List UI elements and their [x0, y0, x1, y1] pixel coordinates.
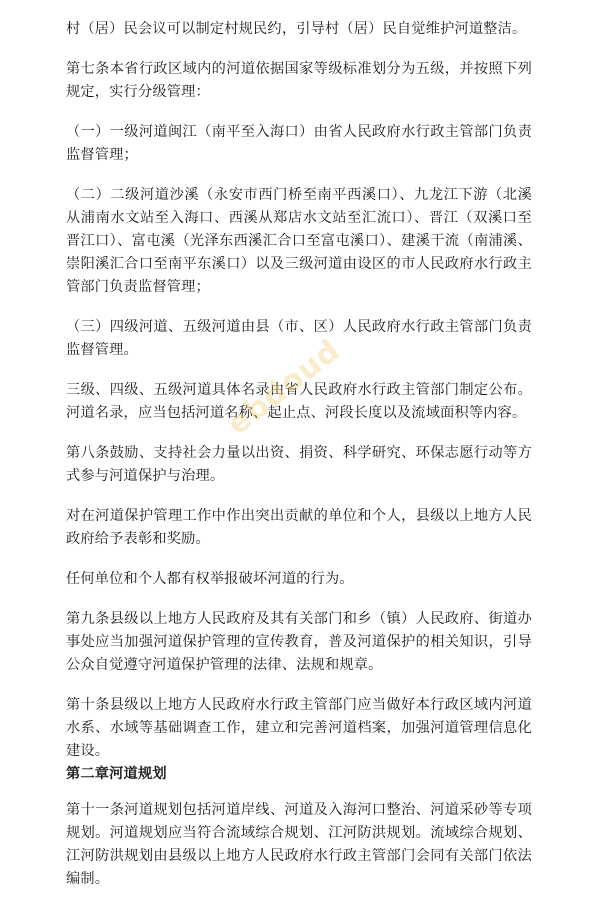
document-body — [66, 18, 532, 908]
paragraph-level-1-river: （一）一级河道闽江（南平至入海口）由省人民政府水行政主管部门负责监督管理； — [66, 124, 532, 163]
paragraph-article-10: 第十条县级以上地方人民政府水行政主管部门应当做好本行政区域内河道水系、水域等基础调查工作，建立和完善河道档案，加强河道管理信息化建设。 — [66, 697, 532, 759]
paragraph-article-8: 第八条鼓励、支持社会力量以出资、捐资、科学研究、环保志愿行动等方式参与河道保护与治理。 — [66, 445, 532, 484]
paragraph-river-directory: 三级、四级、五级河道具体名录由省人民政府水行政主管部门制定公布。河道名录，应当包括河道名称、起止点、河段长度以及流域面积等内容。 — [66, 382, 532, 421]
paragraph-article-11: 第十一条河道规划包括河道岸线、河道及入海河口整治、河道采砂等专项规划。河道规划应当符合流域综合规划、江河防洪规划。流域综合规划、江河防洪规划由县级以上地方人民政府水行政主管部门会同有关部门依法编制。 — [66, 802, 532, 887]
paragraph-commendation: 对在河道保护管理工作中作出突出贡献的单位和个人，县级以上地方人民政府给予表彰和奖励。 — [66, 508, 532, 547]
paragraph-level-4-5-river: （三）四级河道、五级河道由县（市、区）人民政府水行政主管部门负责监督管理。 — [66, 319, 532, 358]
paragraph-level-2-river: （二）二级河道沙溪（永安市西门桥至南平西溪口）、九龙江下游（北溪从浦南水文站至入海口、西溪从郑店水文站至汇流口）、晋江（双溪口至晋江口）、富屯溪（光泽东西溪汇合口至富屯溪口）、建溪干流（南浦溪、崇阳溪汇合口至南平东溪口）以及三级河道由设区的市人民政府水行政主管部门负责监督管理； — [66, 187, 532, 295]
paragraph-report-right: 任何单位和个人都有权举报破坏河道的行为。 — [66, 571, 354, 587]
paragraph-article-7: 第七条本省行政区域内的河道依据国家等级标准划分为五级，并按照下列规定，实行分级管理： — [66, 61, 532, 100]
paragraph-article-9: 第九条县级以上地方人民政府及其有关部门和乡（镇）人民政府、街道办事处应当加强河道保护管理的宣传教育，普及河道保护的相关知识，引导公众自觉遵守河道保护管理的法律、法规和规章。 — [66, 611, 532, 673]
watermark-text: ebdoud — [221, 332, 348, 443]
chapter-heading: 第二章河道规划 — [66, 766, 167, 782]
paragraph-village-rules: 村（居）民会议可以制定村规民约，引导村（居）民自觉维护河道整洁。 — [66, 21, 527, 37]
